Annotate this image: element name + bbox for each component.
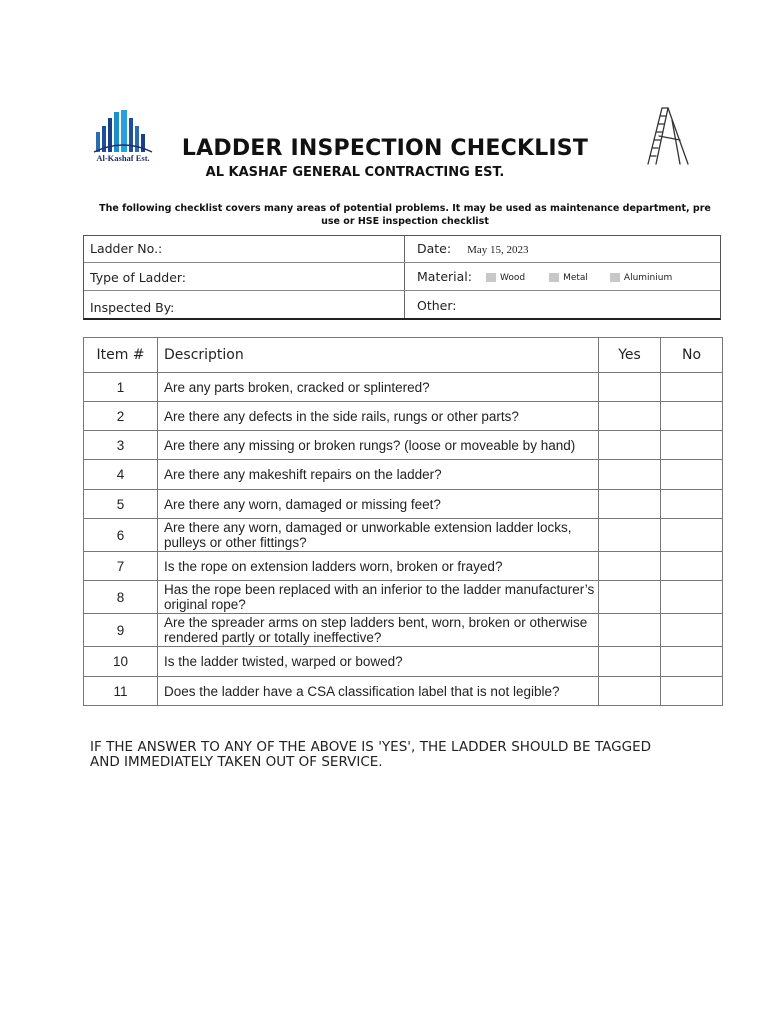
material-option-wood[interactable] xyxy=(486,269,529,284)
info-divider xyxy=(404,236,405,318)
no-cell[interactable] xyxy=(661,373,723,402)
table-row xyxy=(84,552,723,581)
item-description: Is the ladder twisted, warped or bowed? xyxy=(158,647,599,677)
info-divider xyxy=(84,290,720,291)
no-cell[interactable] xyxy=(661,677,723,706)
checklist-header-row xyxy=(84,338,723,373)
no-cell[interactable] xyxy=(661,614,723,647)
no-header: No xyxy=(661,338,723,373)
date-value[interactable]: May 15, 2023 xyxy=(467,244,529,256)
logo-text: Al-Kashaf Est. xyxy=(96,153,150,163)
info-divider xyxy=(84,262,720,263)
material-field xyxy=(417,269,672,284)
yes-cell[interactable] xyxy=(599,581,661,614)
yes-cell[interactable] xyxy=(599,614,661,647)
intro-text: The following checklist covers many areas of potential problems. It may be used as maintenance department, pre use or HSE inspection checklist xyxy=(99,203,711,227)
description-header: Description xyxy=(158,338,599,373)
yes-cell[interactable] xyxy=(599,519,661,552)
item-number: 4 xyxy=(84,460,158,490)
item-description: Are there any missing or broken rungs? (loose or moveable by hand) xyxy=(158,431,599,460)
item-number: 3 xyxy=(84,431,158,460)
no-cell[interactable] xyxy=(661,431,723,460)
table-row xyxy=(84,677,723,706)
item-description: Are there any makeshift repairs on the ladder? xyxy=(158,460,599,490)
item-description: Is the rope on extension ladders worn, broken or frayed? xyxy=(158,552,599,581)
aluminium-label: Aluminium xyxy=(623,272,673,283)
company-name: AL KASHAF GENERAL CONTRACTING EST. xyxy=(205,165,505,180)
table-row xyxy=(84,490,723,519)
item-description: Has the rope been replaced with an inferior to the ladder manufacturer’s original rope? xyxy=(158,581,599,614)
yes-cell[interactable] xyxy=(599,431,661,460)
item-description: Are there any worn, damaged or unworkable extension ladder locks, pulleys or other fittings? xyxy=(158,519,599,552)
item-number: 8 xyxy=(84,581,158,614)
wood-label: Wood xyxy=(499,272,526,283)
yes-cell[interactable] xyxy=(599,552,661,581)
table-row xyxy=(84,373,723,402)
item-number: 2 xyxy=(84,402,158,431)
item-number: 7 xyxy=(84,552,158,581)
no-cell[interactable] xyxy=(661,519,723,552)
yes-cell[interactable] xyxy=(599,460,661,490)
wood-checkbox[interactable] xyxy=(486,273,496,282)
material-option-aluminium[interactable] xyxy=(610,269,672,284)
yes-header: Yes xyxy=(599,338,661,373)
item-description: Are any parts broken, cracked or splintered? xyxy=(158,373,599,402)
no-cell[interactable] xyxy=(661,581,723,614)
yes-cell[interactable] xyxy=(599,402,661,431)
page-title: LADDER INSPECTION CHECKLIST xyxy=(181,136,589,161)
item-description: Are there any defects in the side rails, rungs or other parts? xyxy=(158,402,599,431)
yes-cell[interactable] xyxy=(599,677,661,706)
inspection-info-table xyxy=(83,235,721,320)
out-of-service-notice: IF THE ANSWER TO ANY OF THE ABOVE IS 'YES', THE LADDER SHOULD BE TAGGED AND IMMEDIATELY TAKEN OUT OF SERVICE. xyxy=(90,739,651,770)
no-cell[interactable] xyxy=(661,402,723,431)
ladder-type-label: Type of Ladder: xyxy=(90,270,187,285)
item-number: 6 xyxy=(84,519,158,552)
table-row xyxy=(84,647,723,677)
yes-cell[interactable] xyxy=(599,490,661,519)
item-number: 5 xyxy=(84,490,158,519)
item-description: Does the ladder have a CSA classification label that is not legible? xyxy=(158,677,599,706)
building-logo-icon xyxy=(92,108,154,154)
no-cell[interactable] xyxy=(661,552,723,581)
no-cell[interactable] xyxy=(661,647,723,677)
item-description: Are there any worn, damaged or missing feet? xyxy=(158,490,599,519)
metal-label: Metal xyxy=(563,272,588,283)
date-label: Date: xyxy=(417,241,452,256)
material-label: Material: xyxy=(417,269,472,284)
item-number: 1 xyxy=(84,373,158,402)
inspected-by-label: Inspected By: xyxy=(90,300,175,315)
no-cell[interactable] xyxy=(661,490,723,519)
other-label: Other: xyxy=(417,298,457,313)
table-row xyxy=(84,519,723,552)
aluminium-checkbox[interactable] xyxy=(610,273,620,282)
table-row xyxy=(84,402,723,431)
item-number: 10 xyxy=(84,647,158,677)
table-row xyxy=(84,431,723,460)
metal-checkbox[interactable] xyxy=(549,273,559,282)
no-cell[interactable] xyxy=(661,460,723,490)
yes-cell[interactable] xyxy=(599,373,661,402)
table-row xyxy=(84,460,723,490)
item-number: 11 xyxy=(84,677,158,706)
item-description: Are the spreader arms on step ladders bent, worn, broken or otherwise rendered partly or totally ineffective? xyxy=(158,614,599,647)
company-logo xyxy=(92,108,154,166)
material-option-metal[interactable] xyxy=(549,269,592,284)
yes-cell[interactable] xyxy=(599,647,661,677)
item-number: 9 xyxy=(84,614,158,647)
ladder-no-label: Ladder No.: xyxy=(90,241,163,256)
table-row xyxy=(84,614,723,647)
date-field xyxy=(417,241,529,256)
item-number-header: Item # xyxy=(84,338,158,373)
table-row xyxy=(84,581,723,614)
checklist-table xyxy=(83,337,723,706)
step-ladder-icon xyxy=(644,106,692,166)
